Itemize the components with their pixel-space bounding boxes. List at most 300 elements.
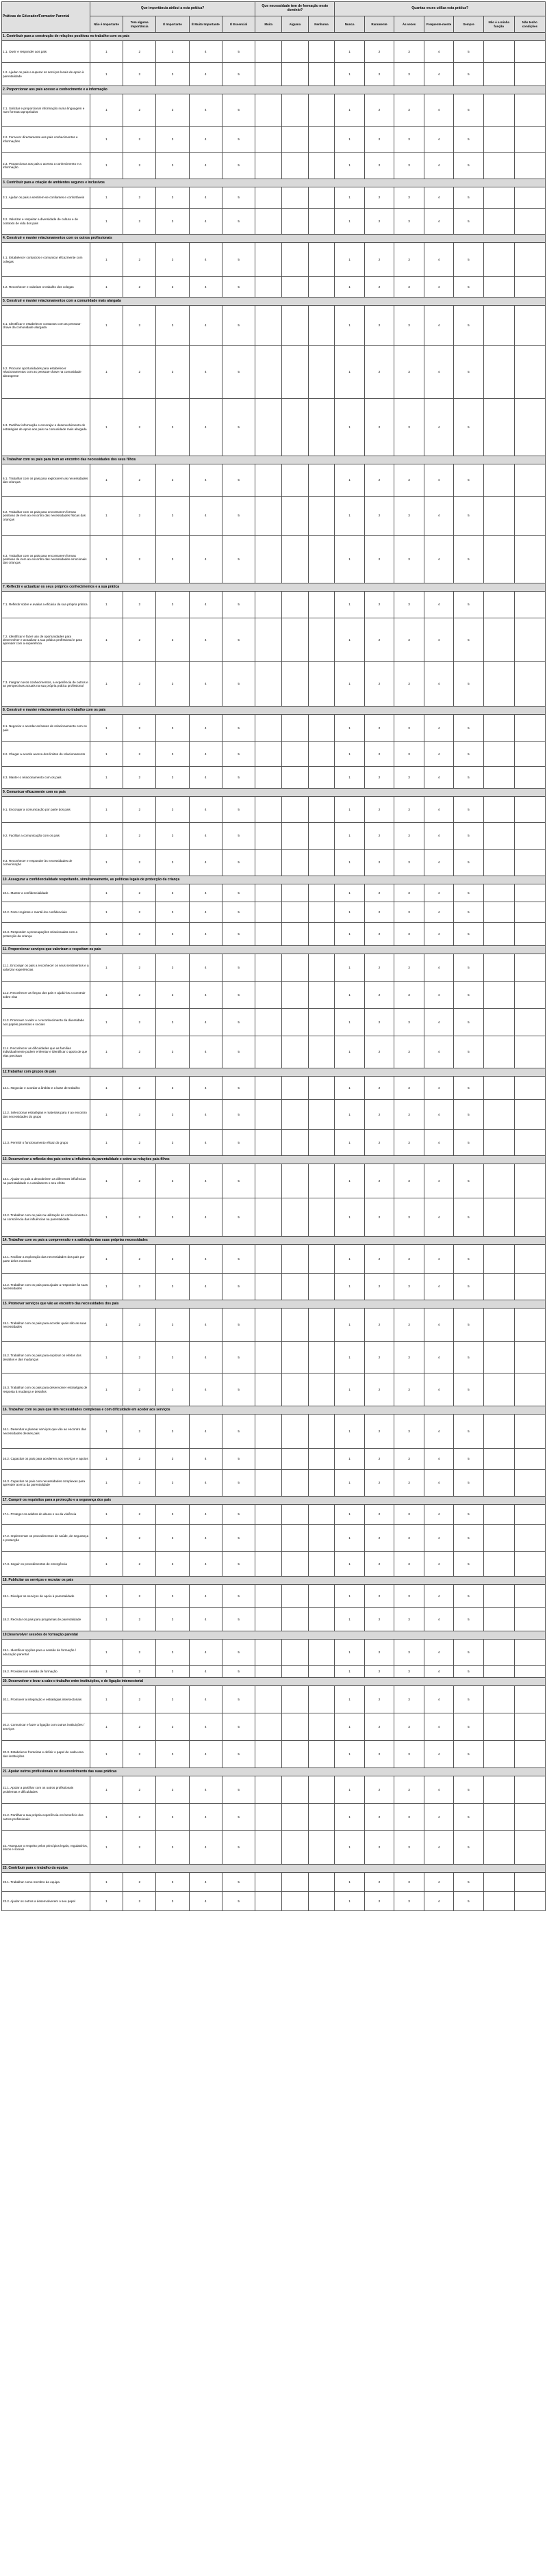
importance-rating-2[interactable]: 2 — [123, 1666, 156, 1678]
frequency-rating-4[interactable]: 4 — [424, 1804, 453, 1831]
frequency-rating-4[interactable]: 4 — [424, 1415, 453, 1449]
importance-rating-4[interactable]: 4 — [189, 1470, 222, 1497]
importance-rating-3[interactable]: 3 — [156, 923, 189, 946]
importance-rating-1[interactable]: 1 — [90, 1009, 123, 1036]
training-need-cell-1[interactable] — [255, 954, 282, 982]
importance-rating-2[interactable]: 2 — [123, 715, 156, 742]
importance-rating-3[interactable]: 3 — [156, 1036, 189, 1068]
frequency-rating-4[interactable]: 4 — [424, 662, 453, 707]
training-need-cell-2[interactable] — [282, 797, 309, 823]
training-need-cell-2[interactable] — [282, 982, 309, 1009]
frequency-rating-1[interactable]: 1 — [335, 1585, 364, 1608]
importance-rating-1[interactable]: 1 — [90, 1274, 123, 1300]
importance-rating-3[interactable]: 3 — [156, 187, 189, 209]
frequency-rating-1[interactable]: 1 — [335, 1666, 364, 1678]
importance-rating-4[interactable]: 4 — [189, 1374, 222, 1406]
not-my-role-cell[interactable] — [483, 1552, 514, 1577]
frequency-rating-5[interactable]: 5 — [454, 94, 483, 127]
importance-rating-3[interactable]: 3 — [156, 1449, 189, 1470]
importance-rating-5[interactable]: 5 — [222, 243, 255, 277]
importance-rating-2[interactable]: 2 — [123, 1505, 156, 1525]
frequency-rating-2[interactable]: 2 — [364, 1274, 394, 1300]
training-need-cell-2[interactable] — [282, 1525, 309, 1552]
training-need-cell-2[interactable] — [282, 187, 309, 209]
frequency-rating-3[interactable]: 3 — [394, 1552, 424, 1577]
frequency-rating-3[interactable]: 3 — [394, 662, 424, 707]
training-need-cell-2[interactable] — [282, 954, 309, 982]
frequency-rating-5[interactable]: 5 — [454, 1666, 483, 1678]
frequency-rating-2[interactable]: 2 — [364, 742, 394, 767]
not-my-role-cell[interactable] — [483, 1374, 514, 1406]
importance-rating-1[interactable]: 1 — [90, 1415, 123, 1449]
training-need-cell-3[interactable] — [308, 1608, 335, 1631]
importance-rating-2[interactable]: 2 — [123, 902, 156, 923]
training-need-cell-3[interactable] — [308, 902, 335, 923]
training-need-cell-3[interactable] — [308, 592, 335, 618]
frequency-rating-3[interactable]: 3 — [394, 797, 424, 823]
training-need-cell-3[interactable] — [308, 464, 335, 497]
importance-rating-5[interactable]: 5 — [222, 127, 255, 153]
importance-rating-5[interactable]: 5 — [222, 715, 255, 742]
training-need-cell-3[interactable] — [308, 1164, 335, 1198]
frequency-rating-2[interactable]: 2 — [364, 243, 394, 277]
importance-rating-1[interactable]: 1 — [90, 1552, 123, 1577]
frequency-rating-2[interactable]: 2 — [364, 41, 394, 63]
importance-rating-3[interactable]: 3 — [156, 1640, 189, 1666]
frequency-rating-3[interactable]: 3 — [394, 923, 424, 946]
importance-rating-1[interactable]: 1 — [90, 1585, 123, 1608]
importance-rating-2[interactable]: 2 — [123, 1342, 156, 1374]
not-my-role-cell[interactable] — [483, 982, 514, 1009]
frequency-rating-4[interactable]: 4 — [424, 1608, 453, 1631]
importance-rating-2[interactable]: 2 — [123, 742, 156, 767]
frequency-rating-4[interactable]: 4 — [424, 209, 453, 235]
importance-rating-4[interactable]: 4 — [189, 1666, 222, 1678]
frequency-rating-5[interactable]: 5 — [454, 850, 483, 876]
importance-rating-4[interactable]: 4 — [189, 464, 222, 497]
no-conditions-cell[interactable] — [514, 1831, 545, 1865]
frequency-rating-3[interactable]: 3 — [394, 1741, 424, 1768]
importance-rating-2[interactable]: 2 — [123, 306, 156, 346]
frequency-rating-3[interactable]: 3 — [394, 982, 424, 1009]
importance-rating-3[interactable]: 3 — [156, 1470, 189, 1497]
training-need-cell-3[interactable] — [308, 662, 335, 707]
not-my-role-cell[interactable] — [483, 1585, 514, 1608]
importance-rating-2[interactable]: 2 — [123, 982, 156, 1009]
importance-rating-2[interactable]: 2 — [123, 243, 156, 277]
importance-rating-2[interactable]: 2 — [123, 1100, 156, 1130]
frequency-rating-2[interactable]: 2 — [364, 1892, 394, 1911]
frequency-rating-3[interactable]: 3 — [394, 277, 424, 298]
importance-rating-4[interactable]: 4 — [189, 209, 222, 235]
training-need-cell-3[interactable] — [308, 1713, 335, 1741]
frequency-rating-1[interactable]: 1 — [335, 94, 364, 127]
importance-rating-3[interactable]: 3 — [156, 982, 189, 1009]
importance-rating-4[interactable]: 4 — [189, 1036, 222, 1068]
importance-rating-5[interactable]: 5 — [222, 1130, 255, 1156]
no-conditions-cell[interactable] — [514, 982, 545, 1009]
importance-rating-3[interactable]: 3 — [156, 306, 189, 346]
importance-rating-2[interactable]: 2 — [123, 1686, 156, 1713]
importance-rating-2[interactable]: 2 — [123, 797, 156, 823]
frequency-rating-3[interactable]: 3 — [394, 209, 424, 235]
training-need-cell-2[interactable] — [282, 767, 309, 789]
importance-rating-3[interactable]: 3 — [156, 715, 189, 742]
importance-rating-5[interactable]: 5 — [222, 306, 255, 346]
frequency-rating-5[interactable]: 5 — [454, 592, 483, 618]
training-need-cell-3[interactable] — [308, 797, 335, 823]
no-conditions-cell[interactable] — [514, 902, 545, 923]
training-need-cell-2[interactable] — [282, 618, 309, 662]
not-my-role-cell[interactable] — [483, 884, 514, 902]
frequency-rating-4[interactable]: 4 — [424, 884, 453, 902]
importance-rating-4[interactable]: 4 — [189, 592, 222, 618]
importance-rating-1[interactable]: 1 — [90, 1342, 123, 1374]
training-need-cell-3[interactable] — [308, 1552, 335, 1577]
training-need-cell-2[interactable] — [282, 94, 309, 127]
training-need-cell-3[interactable] — [308, 1666, 335, 1678]
frequency-rating-2[interactable]: 2 — [364, 1505, 394, 1525]
training-need-cell-3[interactable] — [308, 1274, 335, 1300]
training-need-cell-2[interactable] — [282, 1374, 309, 1406]
not-my-role-cell[interactable] — [483, 306, 514, 346]
importance-rating-4[interactable]: 4 — [189, 1686, 222, 1713]
frequency-rating-4[interactable]: 4 — [424, 1505, 453, 1525]
importance-rating-2[interactable]: 2 — [123, 1374, 156, 1406]
importance-rating-4[interactable]: 4 — [189, 767, 222, 789]
frequency-rating-4[interactable]: 4 — [424, 1741, 453, 1768]
frequency-rating-1[interactable]: 1 — [335, 1164, 364, 1198]
frequency-rating-3[interactable]: 3 — [394, 127, 424, 153]
frequency-rating-4[interactable]: 4 — [424, 1470, 453, 1497]
training-need-cell-1[interactable] — [255, 1505, 282, 1525]
frequency-rating-4[interactable]: 4 — [424, 1892, 453, 1911]
frequency-rating-2[interactable]: 2 — [364, 1666, 394, 1678]
frequency-rating-1[interactable]: 1 — [335, 346, 364, 399]
importance-rating-4[interactable]: 4 — [189, 1552, 222, 1577]
no-conditions-cell[interactable] — [514, 187, 545, 209]
training-need-cell-2[interactable] — [282, 497, 309, 536]
frequency-rating-1[interactable]: 1 — [335, 209, 364, 235]
frequency-rating-1[interactable]: 1 — [335, 884, 364, 902]
training-need-cell-1[interactable] — [255, 277, 282, 298]
training-need-cell-3[interactable] — [308, 1804, 335, 1831]
training-need-cell-1[interactable] — [255, 982, 282, 1009]
importance-rating-3[interactable]: 3 — [156, 1892, 189, 1911]
importance-rating-3[interactable]: 3 — [156, 1776, 189, 1804]
training-need-cell-1[interactable] — [255, 618, 282, 662]
frequency-rating-5[interactable]: 5 — [454, 1741, 483, 1768]
importance-rating-4[interactable]: 4 — [189, 884, 222, 902]
not-my-role-cell[interactable] — [483, 923, 514, 946]
frequency-rating-5[interactable]: 5 — [454, 1608, 483, 1631]
training-need-cell-1[interactable] — [255, 592, 282, 618]
importance-rating-4[interactable]: 4 — [189, 1309, 222, 1342]
training-need-cell-3[interactable] — [308, 277, 335, 298]
frequency-rating-2[interactable]: 2 — [364, 1640, 394, 1666]
training-need-cell-3[interactable] — [308, 153, 335, 179]
frequency-rating-1[interactable]: 1 — [335, 464, 364, 497]
training-need-cell-1[interactable] — [255, 63, 282, 86]
not-my-role-cell[interactable] — [483, 1892, 514, 1911]
importance-rating-2[interactable]: 2 — [123, 1009, 156, 1036]
frequency-rating-4[interactable]: 4 — [424, 497, 453, 536]
not-my-role-cell[interactable] — [483, 1525, 514, 1552]
no-conditions-cell[interactable] — [514, 884, 545, 902]
frequency-rating-3[interactable]: 3 — [394, 1374, 424, 1406]
frequency-rating-5[interactable]: 5 — [454, 662, 483, 707]
frequency-rating-1[interactable]: 1 — [335, 1374, 364, 1406]
importance-rating-5[interactable]: 5 — [222, 1274, 255, 1300]
importance-rating-4[interactable]: 4 — [189, 187, 222, 209]
training-need-cell-2[interactable] — [282, 536, 309, 583]
frequency-rating-4[interactable]: 4 — [424, 618, 453, 662]
not-my-role-cell[interactable] — [483, 63, 514, 86]
frequency-rating-1[interactable]: 1 — [335, 592, 364, 618]
importance-rating-5[interactable]: 5 — [222, 1686, 255, 1713]
no-conditions-cell[interactable] — [514, 923, 545, 946]
frequency-rating-2[interactable]: 2 — [364, 1009, 394, 1036]
frequency-rating-2[interactable]: 2 — [364, 715, 394, 742]
frequency-rating-2[interactable]: 2 — [364, 850, 394, 876]
training-need-cell-3[interactable] — [308, 63, 335, 86]
importance-rating-1[interactable]: 1 — [90, 1164, 123, 1198]
training-need-cell-1[interactable] — [255, 1415, 282, 1449]
frequency-rating-1[interactable]: 1 — [335, 715, 364, 742]
training-need-cell-1[interactable] — [255, 1585, 282, 1608]
frequency-rating-5[interactable]: 5 — [454, 63, 483, 86]
importance-rating-1[interactable]: 1 — [90, 209, 123, 235]
no-conditions-cell[interactable] — [514, 209, 545, 235]
frequency-rating-3[interactable]: 3 — [394, 823, 424, 850]
training-need-cell-2[interactable] — [282, 1873, 309, 1892]
training-need-cell-1[interactable] — [255, 127, 282, 153]
importance-rating-5[interactable]: 5 — [222, 902, 255, 923]
no-conditions-cell[interactable] — [514, 1666, 545, 1678]
frequency-rating-4[interactable]: 4 — [424, 399, 453, 456]
frequency-rating-4[interactable]: 4 — [424, 277, 453, 298]
importance-rating-5[interactable]: 5 — [222, 592, 255, 618]
training-need-cell-3[interactable] — [308, 209, 335, 235]
importance-rating-1[interactable]: 1 — [90, 127, 123, 153]
training-need-cell-2[interactable] — [282, 1686, 309, 1713]
training-need-cell-1[interactable] — [255, 1831, 282, 1865]
importance-rating-4[interactable]: 4 — [189, 1831, 222, 1865]
training-need-cell-1[interactable] — [255, 742, 282, 767]
importance-rating-1[interactable]: 1 — [90, 767, 123, 789]
frequency-rating-3[interactable]: 3 — [394, 884, 424, 902]
importance-rating-1[interactable]: 1 — [90, 306, 123, 346]
importance-rating-1[interactable]: 1 — [90, 1374, 123, 1406]
frequency-rating-4[interactable]: 4 — [424, 1077, 453, 1100]
importance-rating-3[interactable]: 3 — [156, 1342, 189, 1374]
frequency-rating-4[interactable]: 4 — [424, 1164, 453, 1198]
frequency-rating-5[interactable]: 5 — [454, 1274, 483, 1300]
frequency-rating-1[interactable]: 1 — [335, 1776, 364, 1804]
training-need-cell-3[interactable] — [308, 1873, 335, 1892]
frequency-rating-5[interactable]: 5 — [454, 982, 483, 1009]
importance-rating-3[interactable]: 3 — [156, 742, 189, 767]
training-need-cell-1[interactable] — [255, 306, 282, 346]
frequency-rating-3[interactable]: 3 — [394, 1505, 424, 1525]
no-conditions-cell[interactable] — [514, 1309, 545, 1342]
frequency-rating-5[interactable]: 5 — [454, 715, 483, 742]
frequency-rating-2[interactable]: 2 — [364, 923, 394, 946]
frequency-rating-1[interactable]: 1 — [335, 1873, 364, 1892]
importance-rating-1[interactable]: 1 — [90, 1640, 123, 1666]
not-my-role-cell[interactable] — [483, 662, 514, 707]
training-need-cell-2[interactable] — [282, 277, 309, 298]
frequency-rating-3[interactable]: 3 — [394, 1470, 424, 1497]
frequency-rating-3[interactable]: 3 — [394, 1873, 424, 1892]
importance-rating-2[interactable]: 2 — [123, 1552, 156, 1577]
importance-rating-4[interactable]: 4 — [189, 1804, 222, 1831]
frequency-rating-1[interactable]: 1 — [335, 187, 364, 209]
training-need-cell-2[interactable] — [282, 153, 309, 179]
importance-rating-5[interactable]: 5 — [222, 742, 255, 767]
frequency-rating-1[interactable]: 1 — [335, 1449, 364, 1470]
frequency-rating-2[interactable]: 2 — [364, 884, 394, 902]
importance-rating-1[interactable]: 1 — [90, 1741, 123, 1768]
frequency-rating-2[interactable]: 2 — [364, 618, 394, 662]
training-need-cell-2[interactable] — [282, 464, 309, 497]
frequency-rating-1[interactable]: 1 — [335, 1198, 364, 1237]
importance-rating-2[interactable]: 2 — [123, 767, 156, 789]
importance-rating-2[interactable]: 2 — [123, 954, 156, 982]
training-need-cell-1[interactable] — [255, 464, 282, 497]
training-need-cell-2[interactable] — [282, 902, 309, 923]
not-my-role-cell[interactable] — [483, 536, 514, 583]
importance-rating-3[interactable]: 3 — [156, 153, 189, 179]
training-need-cell-1[interactable] — [255, 923, 282, 946]
importance-rating-5[interactable]: 5 — [222, 1036, 255, 1068]
importance-rating-3[interactable]: 3 — [156, 1415, 189, 1449]
frequency-rating-3[interactable]: 3 — [394, 1130, 424, 1156]
importance-rating-5[interactable]: 5 — [222, 464, 255, 497]
training-need-cell-2[interactable] — [282, 1077, 309, 1100]
frequency-rating-4[interactable]: 4 — [424, 306, 453, 346]
frequency-rating-5[interactable]: 5 — [454, 1449, 483, 1470]
importance-rating-1[interactable]: 1 — [90, 715, 123, 742]
importance-rating-4[interactable]: 4 — [189, 497, 222, 536]
training-need-cell-3[interactable] — [308, 1036, 335, 1068]
no-conditions-cell[interactable] — [514, 1198, 545, 1237]
frequency-rating-1[interactable]: 1 — [335, 662, 364, 707]
no-conditions-cell[interactable] — [514, 277, 545, 298]
not-my-role-cell[interactable] — [483, 1100, 514, 1130]
importance-rating-1[interactable]: 1 — [90, 277, 123, 298]
importance-rating-3[interactable]: 3 — [156, 902, 189, 923]
importance-rating-5[interactable]: 5 — [222, 1309, 255, 1342]
frequency-rating-2[interactable]: 2 — [364, 954, 394, 982]
not-my-role-cell[interactable] — [483, 277, 514, 298]
frequency-rating-3[interactable]: 3 — [394, 1585, 424, 1608]
frequency-rating-1[interactable]: 1 — [335, 1274, 364, 1300]
frequency-rating-5[interactable]: 5 — [454, 1130, 483, 1156]
training-need-cell-3[interactable] — [308, 1449, 335, 1470]
training-need-cell-1[interactable] — [255, 41, 282, 63]
frequency-rating-3[interactable]: 3 — [394, 1245, 424, 1274]
importance-rating-2[interactable]: 2 — [123, 1245, 156, 1274]
no-conditions-cell[interactable] — [514, 1342, 545, 1374]
importance-rating-2[interactable]: 2 — [123, 1713, 156, 1741]
frequency-rating-5[interactable]: 5 — [454, 1686, 483, 1713]
frequency-rating-4[interactable]: 4 — [424, 63, 453, 86]
frequency-rating-5[interactable]: 5 — [454, 1415, 483, 1449]
importance-rating-5[interactable]: 5 — [222, 850, 255, 876]
training-need-cell-1[interactable] — [255, 1245, 282, 1274]
training-need-cell-1[interactable] — [255, 1686, 282, 1713]
training-need-cell-1[interactable] — [255, 823, 282, 850]
training-need-cell-1[interactable] — [255, 1077, 282, 1100]
importance-rating-3[interactable]: 3 — [156, 1077, 189, 1100]
frequency-rating-5[interactable]: 5 — [454, 902, 483, 923]
not-my-role-cell[interactable] — [483, 1130, 514, 1156]
frequency-rating-3[interactable]: 3 — [394, 399, 424, 456]
no-conditions-cell[interactable] — [514, 497, 545, 536]
frequency-rating-2[interactable]: 2 — [364, 1804, 394, 1831]
frequency-rating-2[interactable]: 2 — [364, 1036, 394, 1068]
training-need-cell-2[interactable] — [282, 1804, 309, 1831]
no-conditions-cell[interactable] — [514, 127, 545, 153]
frequency-rating-5[interactable]: 5 — [454, 797, 483, 823]
importance-rating-2[interactable]: 2 — [123, 1525, 156, 1552]
training-need-cell-3[interactable] — [308, 1470, 335, 1497]
frequency-rating-4[interactable]: 4 — [424, 464, 453, 497]
training-need-cell-3[interactable] — [308, 41, 335, 63]
frequency-rating-1[interactable]: 1 — [335, 243, 364, 277]
frequency-rating-3[interactable]: 3 — [394, 464, 424, 497]
training-need-cell-2[interactable] — [282, 1274, 309, 1300]
training-need-cell-1[interactable] — [255, 662, 282, 707]
importance-rating-2[interactable]: 2 — [123, 1873, 156, 1892]
frequency-rating-1[interactable]: 1 — [335, 1470, 364, 1497]
no-conditions-cell[interactable] — [514, 306, 545, 346]
importance-rating-5[interactable]: 5 — [222, 277, 255, 298]
training-need-cell-1[interactable] — [255, 1776, 282, 1804]
frequency-rating-3[interactable]: 3 — [394, 1804, 424, 1831]
importance-rating-4[interactable]: 4 — [189, 850, 222, 876]
importance-rating-5[interactable]: 5 — [222, 1525, 255, 1552]
no-conditions-cell[interactable] — [514, 464, 545, 497]
importance-rating-1[interactable]: 1 — [90, 823, 123, 850]
frequency-rating-3[interactable]: 3 — [394, 1274, 424, 1300]
not-my-role-cell[interactable] — [483, 1831, 514, 1865]
no-conditions-cell[interactable] — [514, 1036, 545, 1068]
no-conditions-cell[interactable] — [514, 1585, 545, 1608]
frequency-rating-1[interactable]: 1 — [335, 923, 364, 946]
importance-rating-2[interactable]: 2 — [123, 346, 156, 399]
frequency-rating-3[interactable]: 3 — [394, 1342, 424, 1374]
frequency-rating-1[interactable]: 1 — [335, 1245, 364, 1274]
training-need-cell-3[interactable] — [308, 618, 335, 662]
frequency-rating-5[interactable]: 5 — [454, 1776, 483, 1804]
training-need-cell-1[interactable] — [255, 1449, 282, 1470]
importance-rating-4[interactable]: 4 — [189, 1198, 222, 1237]
frequency-rating-5[interactable]: 5 — [454, 536, 483, 583]
frequency-rating-5[interactable]: 5 — [454, 923, 483, 946]
frequency-rating-3[interactable]: 3 — [394, 1666, 424, 1678]
importance-rating-5[interactable]: 5 — [222, 797, 255, 823]
frequency-rating-4[interactable]: 4 — [424, 1686, 453, 1713]
importance-rating-4[interactable]: 4 — [189, 63, 222, 86]
training-need-cell-3[interactable] — [308, 243, 335, 277]
frequency-rating-1[interactable]: 1 — [335, 497, 364, 536]
frequency-rating-2[interactable]: 2 — [364, 1342, 394, 1374]
importance-rating-1[interactable]: 1 — [90, 1831, 123, 1865]
importance-rating-2[interactable]: 2 — [123, 41, 156, 63]
frequency-rating-5[interactable]: 5 — [454, 823, 483, 850]
